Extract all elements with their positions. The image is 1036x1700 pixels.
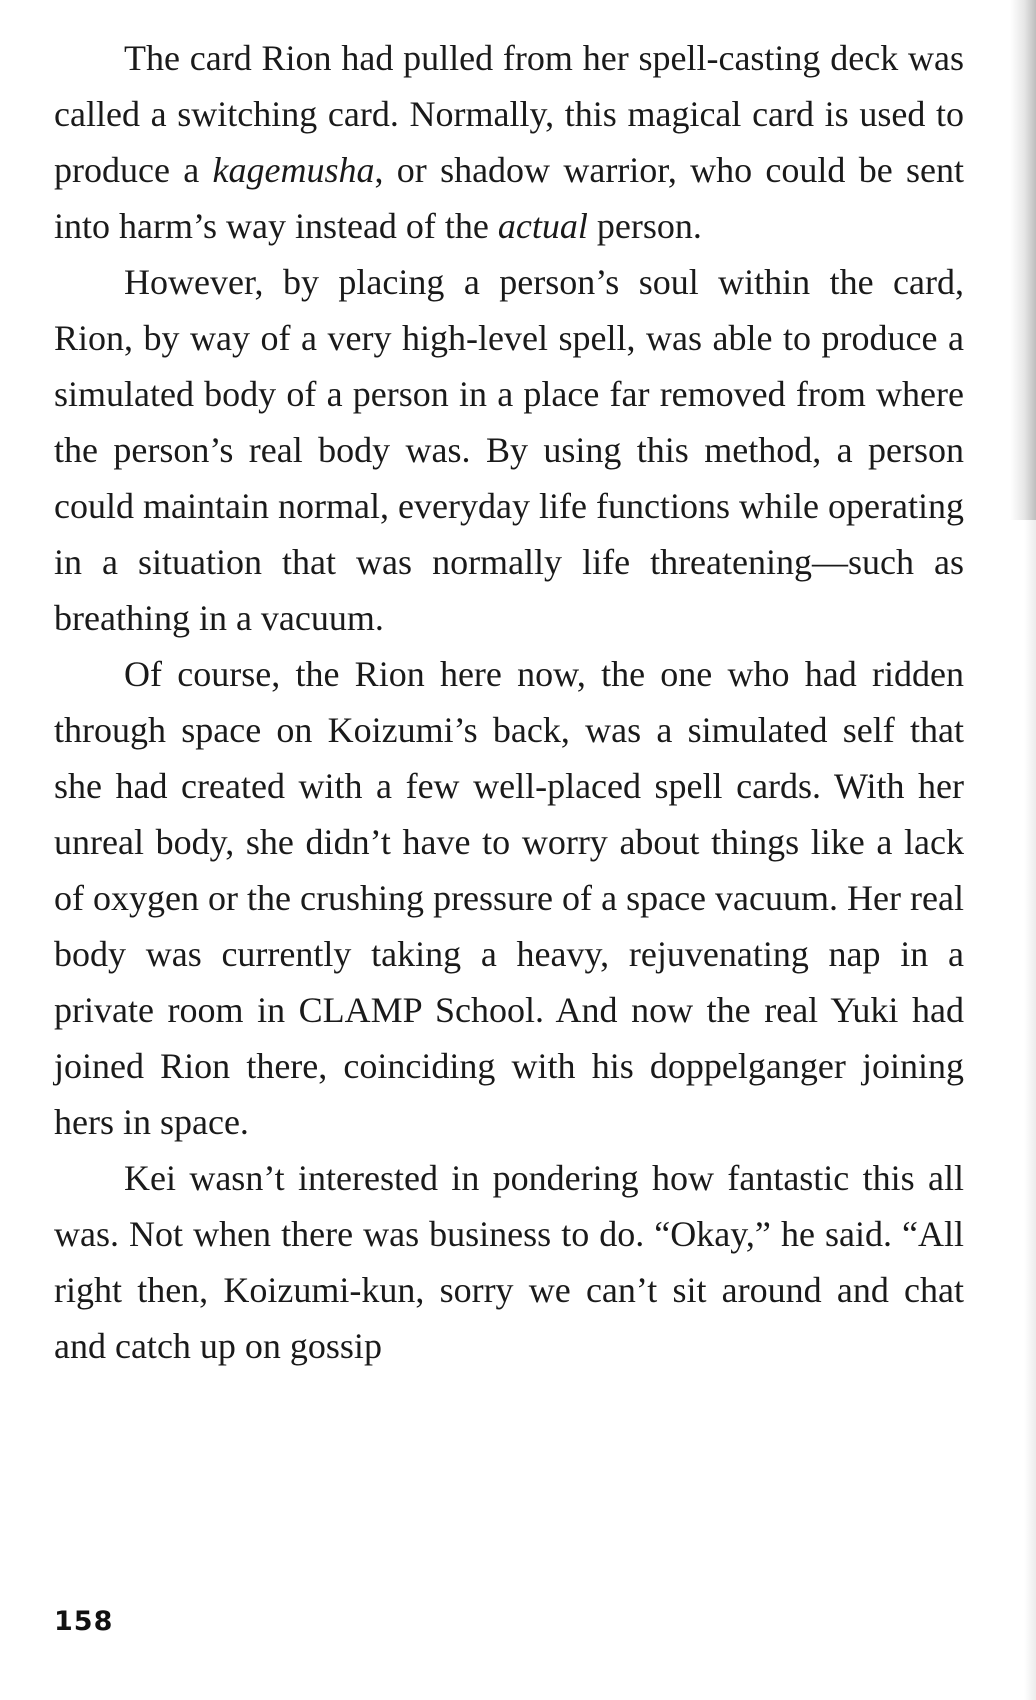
page-number: 158: [54, 1606, 114, 1637]
scan-edge-shadow: [1010, 0, 1036, 520]
paragraph-3: Of course, the Rion here now, the one who had ridden through space on Koizumi’s back, was a simulated self that she had created with a few well-placed spell cards. With her unreal body, she didn’t have to worry about things like a lack of oxygen or the crushing pressure of a space vacuum. Her real body was currently taking a heavy, rejuvenating nap in a private room in CLAMP School. And now the real Yuki had joined Rion there, coinciding with his doppelganger joining hers in space.: [54, 654, 964, 1142]
body-text: [54, 30, 964, 1374]
emphasis-kagemusha: kagemusha: [212, 150, 375, 190]
paragraph-4: Kei wasn’t interested in pondering how fantastic this all was. Not when there was business to do. “Okay,” he said. “All right then, Koizumi-kun, sorry we can’t sit around and chat and catch up on gossip: [54, 1158, 964, 1366]
paragraph-2: However, by placing a person’s soul within the card, Rion, by way of a very high-level spell, was able to produce a simulated body of a person in a place far removed from where the person’s real body was. By using this method, a person could maintain normal, everyday life functions while operating in a situation that was normally life threatening—such as breathing in a vacuum.: [54, 262, 964, 638]
paragraph-1: The card Rion had pulled from her spell-casting deck was called a switching card. Normally, this magical card is used to produce a kagemusha, or shadow warrior, who could be sent into harm’s way instead of the actual person.: [54, 38, 964, 246]
scan-edge-shadow-lower: [1024, 520, 1036, 1700]
emphasis-actual: actual: [497, 206, 588, 246]
